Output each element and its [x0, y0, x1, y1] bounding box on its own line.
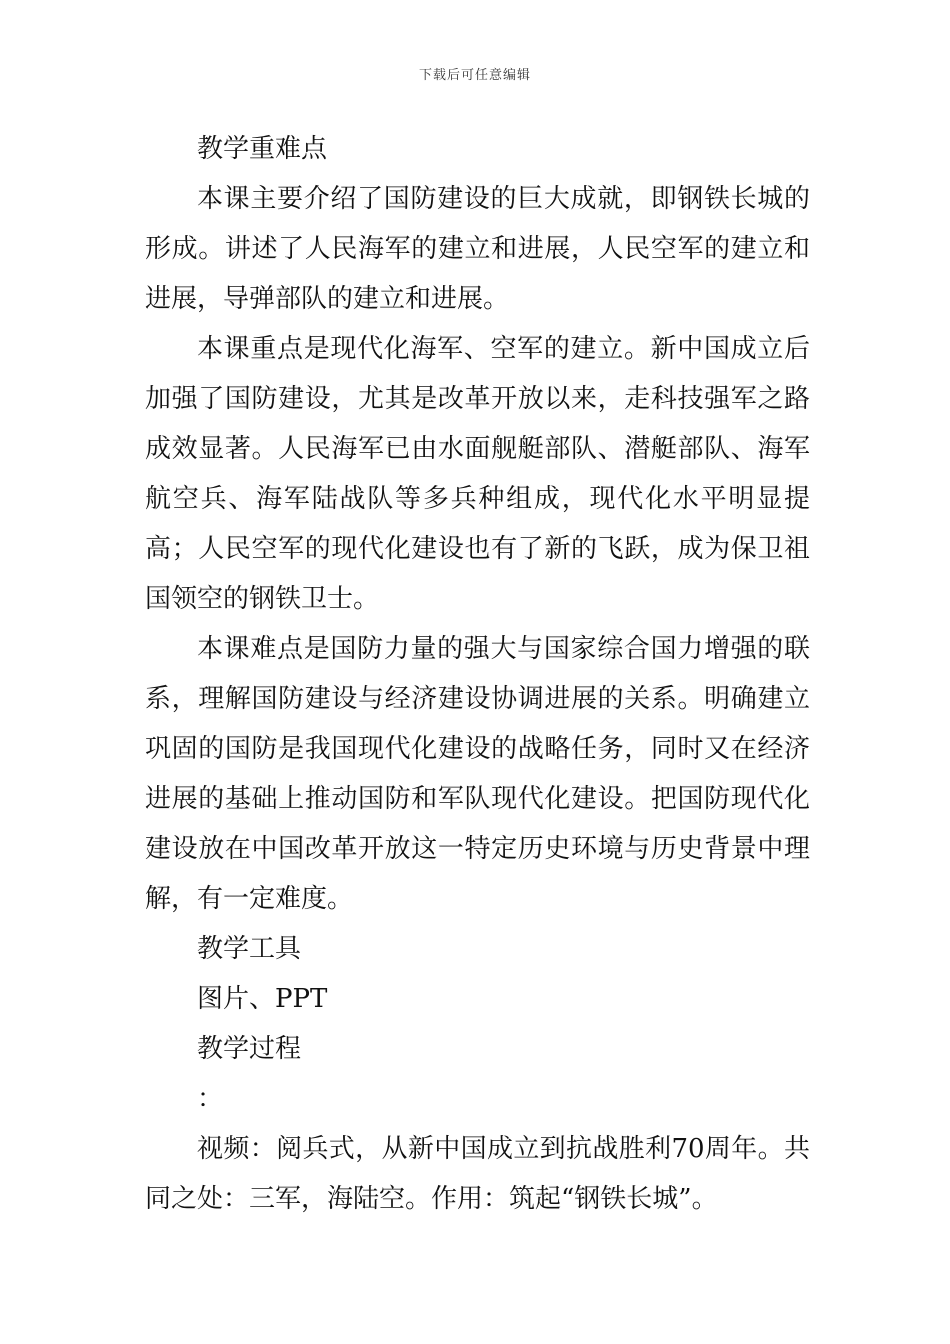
paragraph-difficulty: 本课难点是国防力量的强大与国家综合国力增强的联系，理解国防建设与经济建设协调进展的关系。明确建立巩固的国防是我国现代化建设的战略任务，同时又在经济进展的基础上推动国防和军队现代化建设。把国防现代化建设放在中国改革开放这一特定历史环境与历史背景中理解，有一定难度。	[145, 634, 810, 914]
page-header: 下载后可任意编辑	[418, 68, 531, 83]
paragraph-focus: 本课重点是现代化海军、空军的建立。新中国成立后加强了国防建设，尤其是改革开放以来，走科技强军之路成效显著。人民海军已由水面舰艇部队、潜艇部队、海军航空兵、海军陆战队等多兵种组成，现代化水平明显提高；人民空军的现代化建设也有了新的飞跃，成为保卫祖国领空的钢铁卫士。	[145, 334, 810, 614]
paragraph-tools: 图片、PPT	[197, 984, 328, 1014]
document-body	[145, 124, 810, 1224]
paragraph-video: 视频：阅兵式，从新中国成立到抗战胜利70周年。共同之处：三军，海陆空。作用：筑起“钢铁长城”。	[145, 1134, 810, 1214]
heading-key-points: 教学重难点	[197, 134, 328, 164]
paragraph-intro: 本课主要介绍了国防建设的巨大成就，即钢铁长城的形成。讲述了人民海军的建立和进展，人民空军的建立和进展，导弹部队的建立和进展。	[145, 184, 810, 314]
heading-teaching-tools: 教学工具	[197, 934, 302, 964]
heading-teaching-process: 教学过程	[197, 1034, 302, 1064]
paragraph-colon: ：	[197, 1084, 224, 1114]
